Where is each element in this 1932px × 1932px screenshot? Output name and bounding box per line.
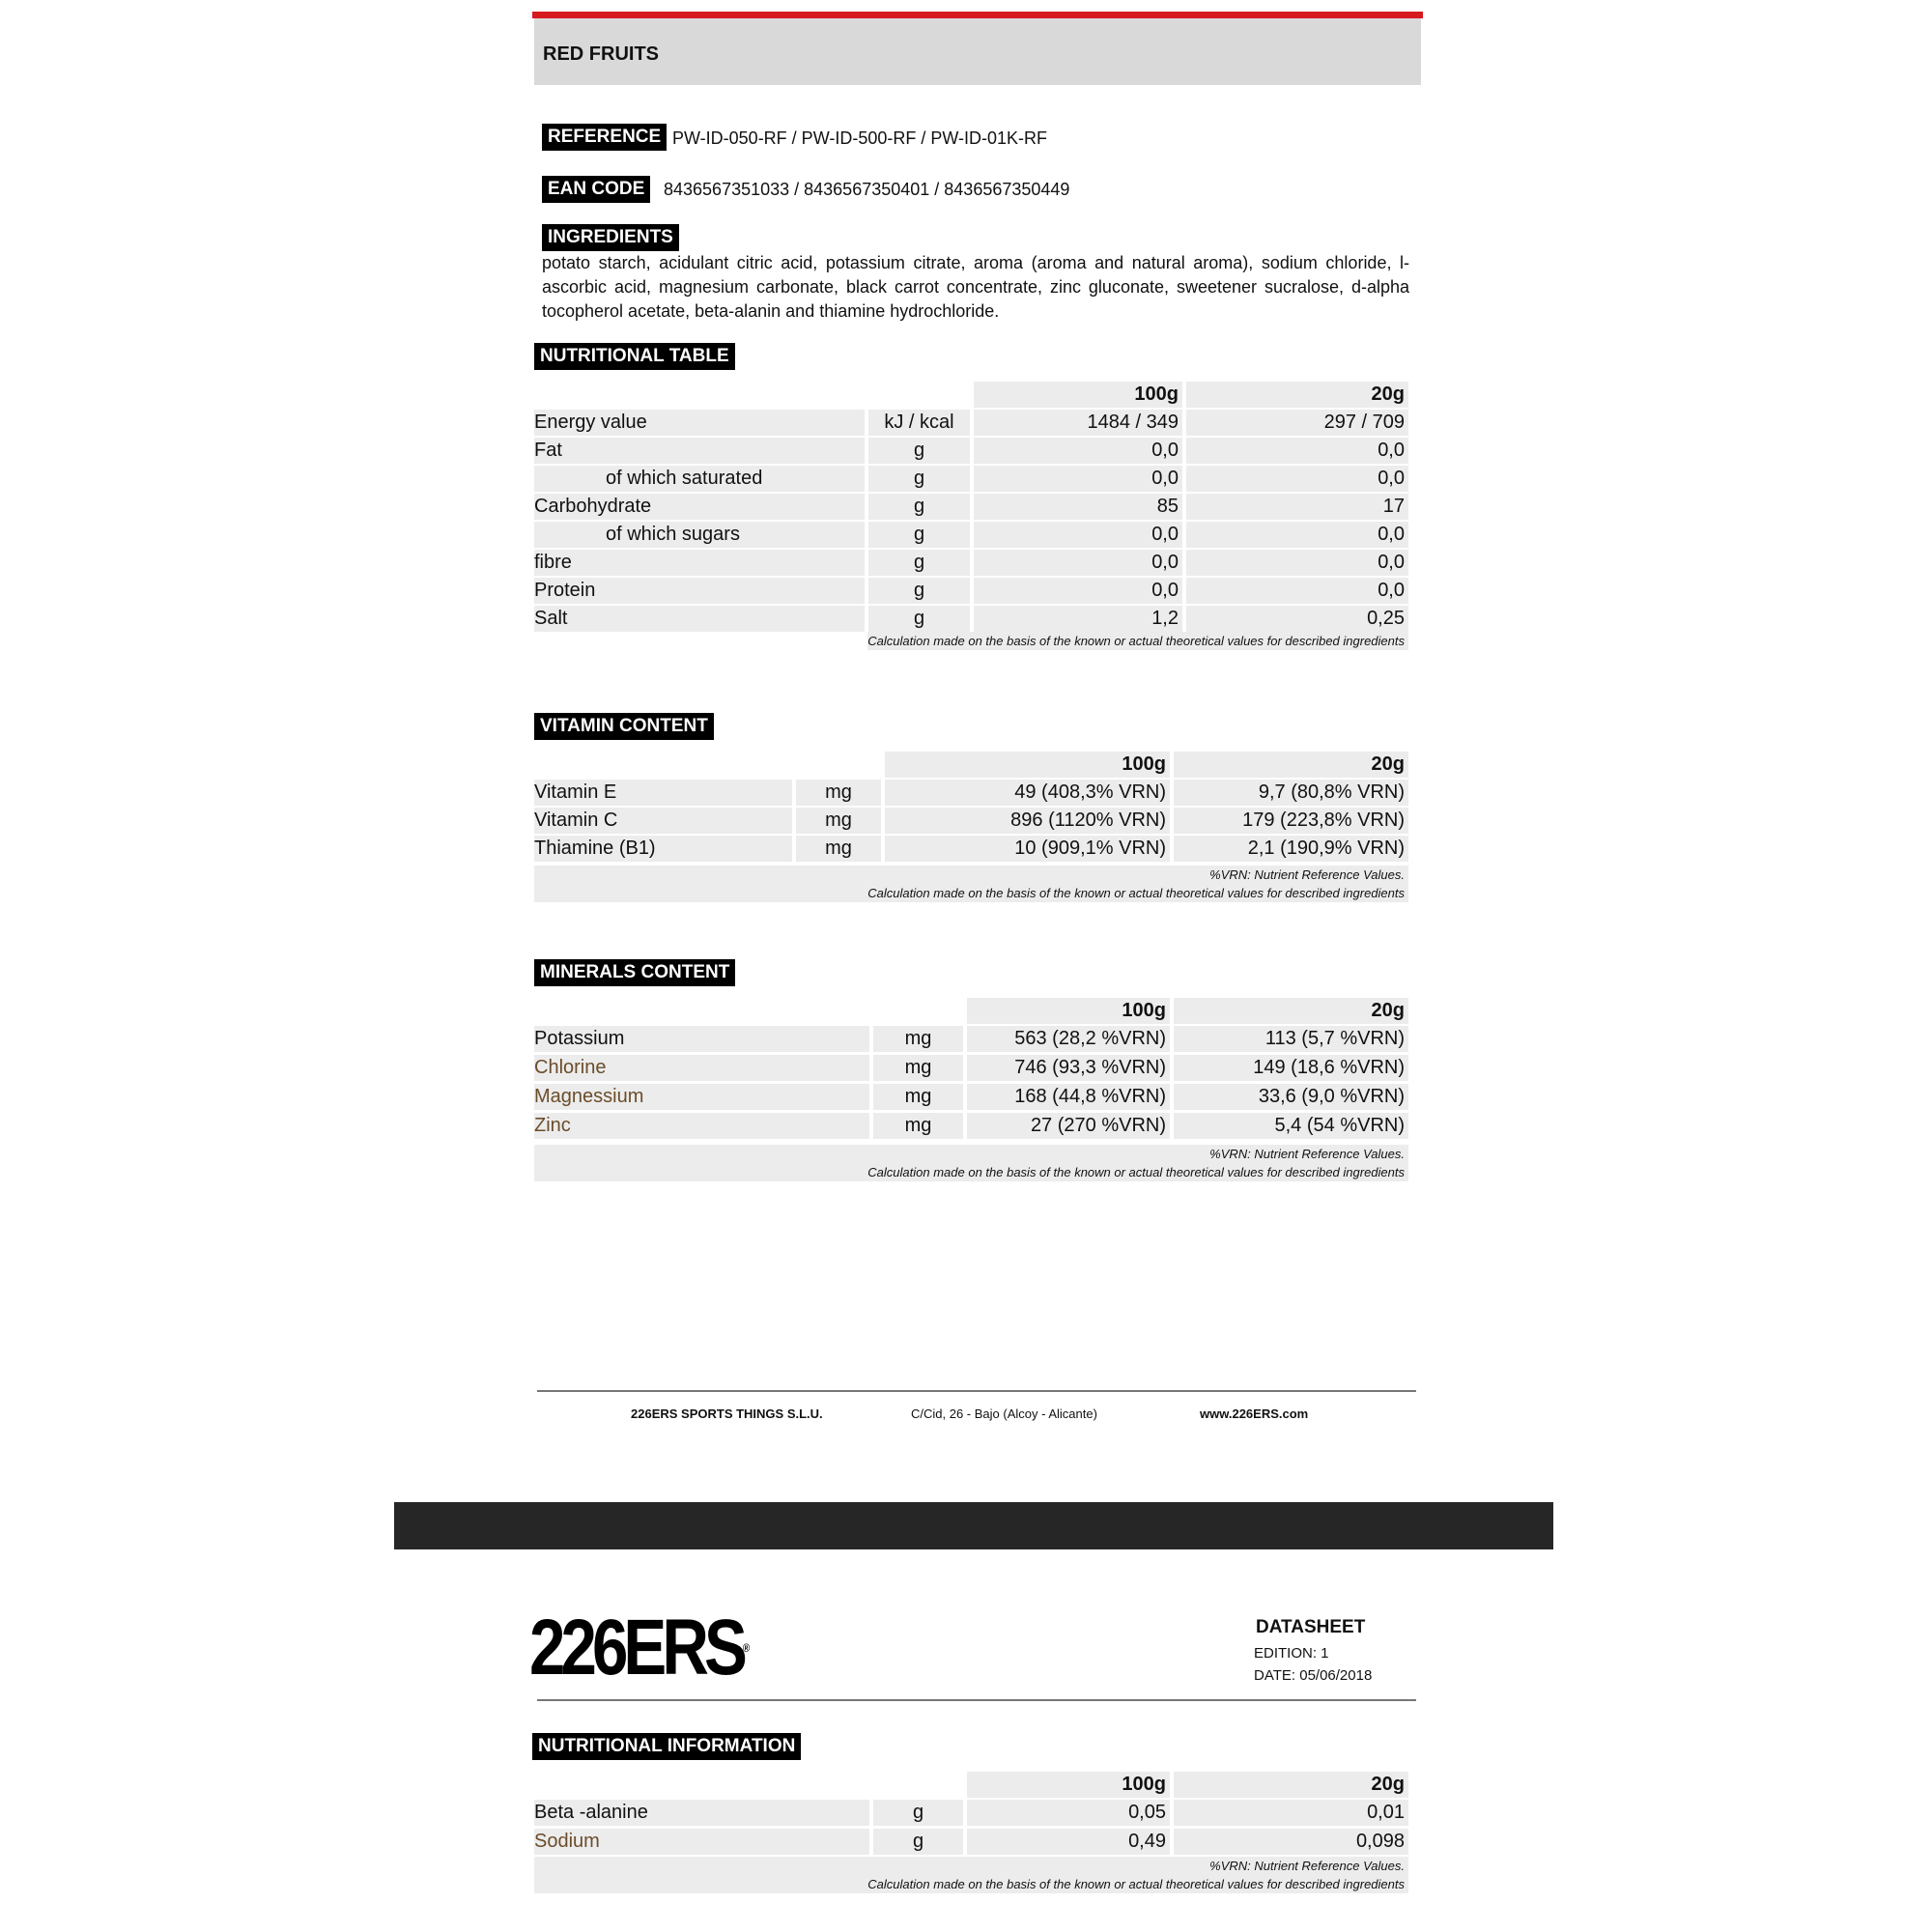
row-unit: g [873,1829,963,1855]
col-header-100g: 100g [967,998,1170,1024]
col-header-20g: 20g [1174,1772,1408,1798]
vitamin-content-label: VITAMIN CONTENT [534,713,714,740]
table-row [534,808,1408,834]
row-name: Fat [534,438,865,464]
ean-value: 8436567351033 / 8436567350401 / 8436567350449 [664,180,1070,199]
row-unit: mg [873,1055,963,1081]
row-name: Protein [534,578,865,604]
row-unit: mg [873,1084,963,1110]
row-name: of which saturated [534,466,865,492]
row-value-100g: 1484 / 349 [974,410,1182,436]
row-name: fibre [534,550,865,576]
footer-company: 226ERS SPORTS THINGS S.L.U. [631,1406,823,1421]
row-name: Vitamin E [534,780,792,806]
table-header-row [534,382,1408,408]
minerals-content-label: MINERALS CONTENT [534,959,735,986]
row-value-20g: 149 (18,6 %VRN) [1174,1055,1408,1081]
page-separator-band [394,1502,1553,1549]
table-row [534,606,1408,632]
row-value-100g: 0,0 [974,522,1182,548]
row-name: Salt [534,606,865,632]
table-row [534,1026,1408,1052]
col-header-20g: 20g [1174,752,1408,778]
row-name: Potassium [534,1026,869,1052]
row-value-100g: 563 (28,2 %VRN) [967,1026,1170,1052]
row-unit: mg [796,808,881,834]
product-title: RED FRUITS [543,43,659,65]
table-row [534,578,1408,604]
row-value-20g: 179 (223,8% VRN) [1174,808,1408,834]
nutritional-table-label: NUTRITIONAL TABLE [534,343,735,370]
row-name: Vitamin C [534,808,792,834]
table-row [534,522,1408,548]
row-unit: g [868,466,970,492]
vrn-note: %VRN: Nutrient Reference Values. [534,1145,1408,1163]
row-value-20g: 0,0 [1186,438,1408,464]
row-value-20g: 0,0 [1186,578,1408,604]
footer-address: C/Cid, 26 - Bajo (Alcoy - Alicante) [911,1406,1097,1421]
row-value-100g: 168 (44,8 %VRN) [967,1084,1170,1110]
table-row [534,1055,1408,1081]
row-value-100g: 896 (1120% VRN) [885,808,1170,834]
ingredients-label: INGREDIENTS [542,224,679,251]
header-divider [537,1699,1416,1701]
row-unit: kJ / kcal [868,410,970,436]
table-row [534,780,1408,806]
ean-label: EAN CODE [542,176,650,203]
nutritional-information-table [534,1772,1408,1897]
col-header-100g: 100g [967,1772,1170,1798]
row-unit: g [868,578,970,604]
table-header-row [534,752,1408,778]
table-row [534,494,1408,520]
row-value-20g: 0,0 [1186,522,1408,548]
row-unit: mg [796,780,881,806]
row-value-100g: 746 (93,3 %VRN) [967,1055,1170,1081]
row-value-100g: 0,49 [967,1829,1170,1855]
row-value-100g: 49 (408,3% VRN) [885,780,1170,806]
table-header-row [534,1772,1408,1798]
product-title-band [534,18,1421,85]
row-value-20g: 2,1 (190,9% VRN) [1174,836,1408,862]
row-unit: mg [873,1113,963,1139]
row-value-100g: 85 [974,494,1182,520]
table-row [534,836,1408,862]
row-unit: g [868,606,970,632]
footer-divider [537,1390,1416,1392]
calculation-note: Calculation made on the basis of the known or actual theoretical values for described ingredients [534,1875,1408,1893]
table-row [534,1113,1408,1139]
row-value-100g: 1,2 [974,606,1182,632]
row-value-20g: 5,4 (54 %VRN) [1174,1113,1408,1139]
row-unit: mg [873,1026,963,1052]
row-name: Chlorine [534,1055,869,1081]
row-unit: g [868,522,970,548]
row-name: Magnessium [534,1084,869,1110]
row-unit: g [868,494,970,520]
table-row [534,466,1408,492]
row-value-100g: 0,0 [974,466,1182,492]
table-row [534,438,1408,464]
row-value-20g: 0,25 [1186,606,1408,632]
row-unit: g [873,1800,963,1826]
ingredients-text: potato starch, acidulant citric acid, potassium citrate, aroma (aroma and natural aroma), sodium chloride, l-ascorbic acid, magnesium carbonate, black carrot concentrate, zinc gluconate, sweetener sucralose, d-alpha tocopherol acetate, beta-alanin and thiamine hydrochloride. [542,253,1409,321]
row-value-20g: 297 / 709 [1186,410,1408,436]
vrn-note: %VRN: Nutrient Reference Values. [534,1857,1408,1875]
minerals-table [534,998,1408,1186]
row-name: Beta -alanine [534,1800,869,1826]
reference-label: REFERENCE [542,124,667,151]
row-value-20g: 9,7 (80,8% VRN) [1174,780,1408,806]
row-name: Carbohydrate [534,494,865,520]
row-value-20g: 0,098 [1174,1829,1408,1855]
table-header-row [534,998,1408,1024]
table-row [534,410,1408,436]
row-name: Sodium [534,1829,869,1855]
table-row [534,1800,1408,1826]
row-name: of which sugars [534,522,865,548]
header-accent-bar [532,12,1423,18]
col-header-100g: 100g [974,382,1182,408]
calculation-note: Calculation made on the basis of the known or actual theoretical values for described ingredients [867,632,1408,650]
row-value-20g: 17 [1186,494,1408,520]
row-name: Zinc [534,1113,869,1139]
datasheet-title: DATASHEET [1256,1617,1366,1637]
footer-website[interactable]: www.226ERS.com [1200,1406,1309,1421]
calculation-note: Calculation made on the basis of the known or actual theoretical values for described ingredients [534,1163,1408,1181]
table-row [534,1084,1408,1110]
row-value-20g: 0,0 [1186,466,1408,492]
row-value-100g: 27 (270 %VRN) [967,1113,1170,1139]
row-unit: mg [796,836,881,862]
table-row [534,1829,1408,1855]
col-header-20g: 20g [1174,998,1408,1024]
row-unit: g [868,550,970,576]
row-name: Energy value [534,410,865,436]
table-row [534,550,1408,576]
col-header-100g: 100g [885,752,1170,778]
row-value-100g: 0,05 [967,1800,1170,1826]
reference-value: PW-ID-050-RF / PW-ID-500-RF / PW-ID-01K-RF [672,128,1048,148]
row-value-20g: 113 (5,7 %VRN) [1174,1026,1408,1052]
row-value-20g: 0,01 [1174,1800,1408,1826]
edition-text: EDITION: 1 [1254,1645,1329,1662]
row-value-100g: 10 (909,1% VRN) [885,836,1170,862]
row-unit: g [868,438,970,464]
vitamin-table [534,752,1408,906]
row-value-20g: 0,0 [1186,550,1408,576]
calculation-note: Calculation made on the basis of the known or actual theoretical values for described ingredients [534,884,1408,902]
row-value-20g: 33,6 (9,0 %VRN) [1174,1084,1408,1110]
row-value-100g: 0,0 [974,550,1182,576]
col-header-20g: 20g [1186,382,1408,408]
row-value-100g: 0,0 [974,578,1182,604]
date-text: DATE: 05/06/2018 [1254,1667,1373,1684]
row-value-100g: 0,0 [974,438,1182,464]
nutritional-table [534,382,1408,657]
nutritional-information-label: NUTRITIONAL INFORMATION [532,1733,801,1760]
row-name: Thiamine (B1) [534,836,792,862]
brand-logo: 226ERS® [529,1604,751,1691]
vrn-note: %VRN: Nutrient Reference Values. [534,866,1408,884]
